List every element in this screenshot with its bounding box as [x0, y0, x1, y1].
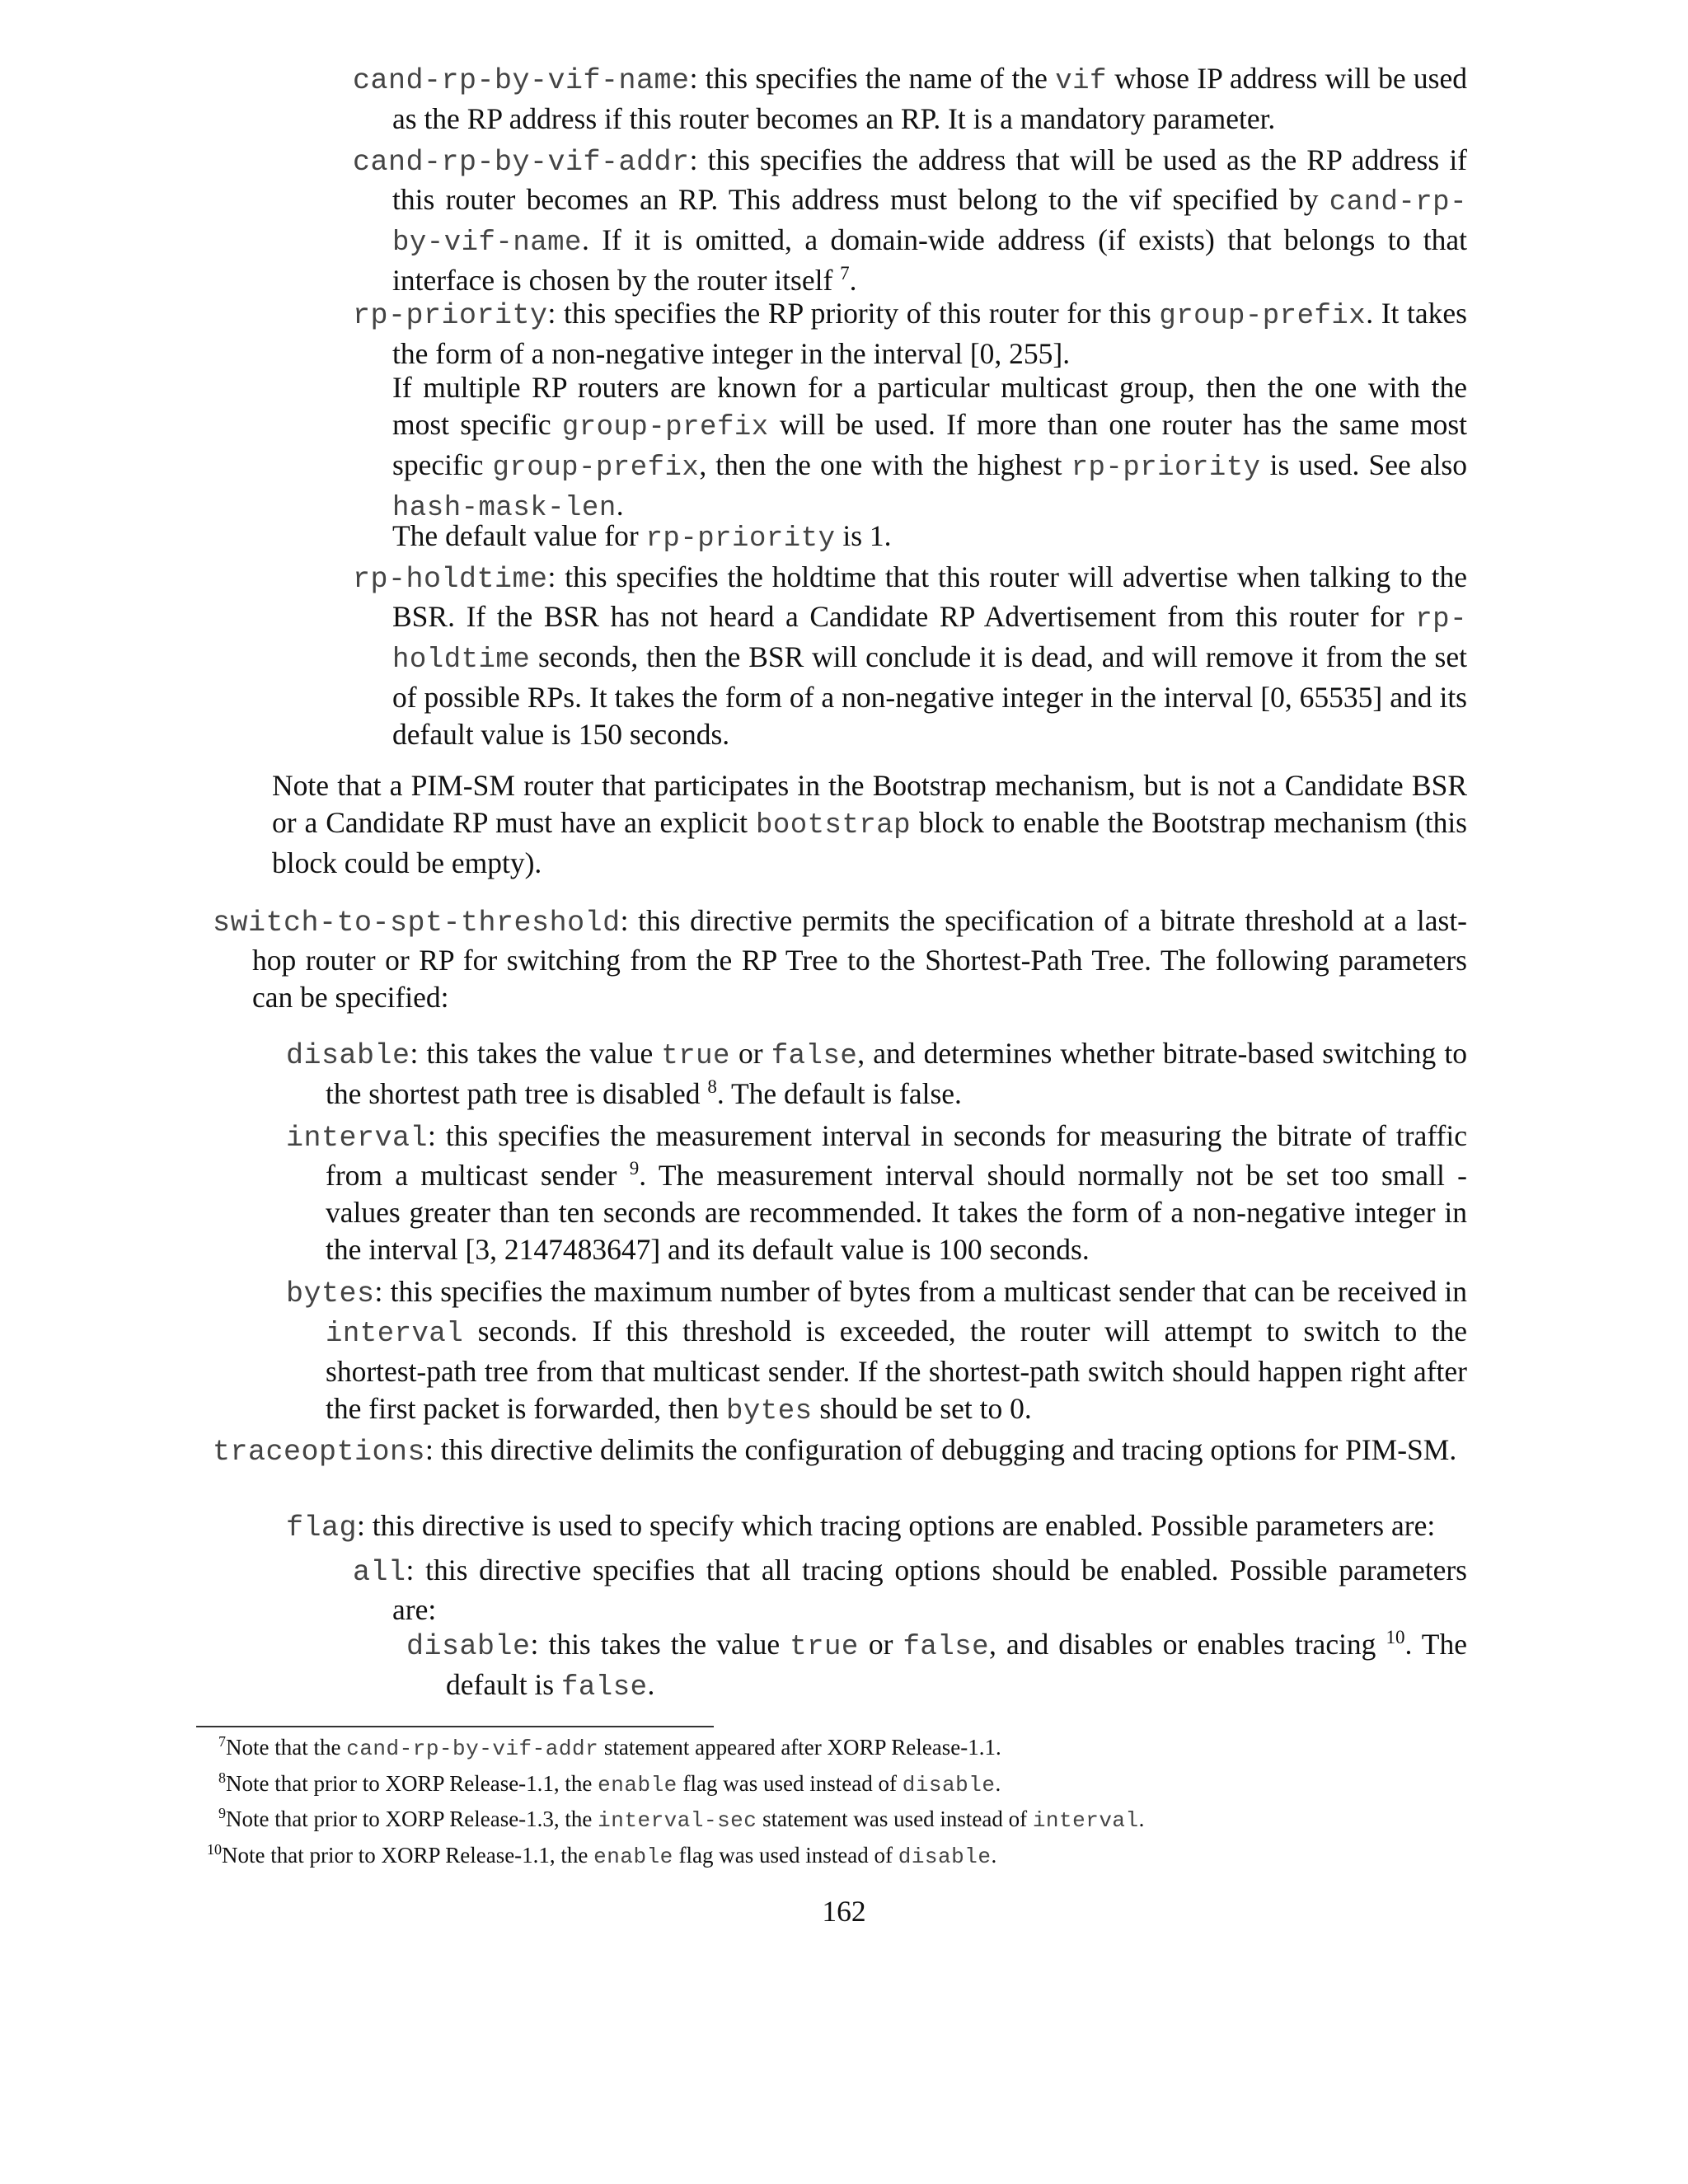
item-all: all: this directive specifies that all tracing options should be enabled. Possible parameters are: — [353, 1554, 1467, 1626]
term-all: all — [353, 1556, 406, 1589]
term-bytes: bytes — [286, 1277, 375, 1310]
rp-priority-default: The default value for rp-priority is 1. — [392, 519, 892, 555]
footnote-ref-7[interactable]: 7 — [840, 263, 850, 284]
footnote-9: $^9$Note that prior to XORP Release-1.3, the interval-sec statement was used instead of interval. — [218, 1805, 1145, 1833]
term-rp-holdtime: rp-holdtime — [353, 563, 548, 596]
footnote-ref-9[interactable]: 9 — [629, 1158, 640, 1179]
page-number: 162 — [822, 1895, 866, 1928]
term-interval: interval — [286, 1122, 429, 1155]
footnote-ref-8[interactable]: 8 — [707, 1076, 717, 1097]
term-traceoptions: traceoptions — [213, 1436, 426, 1469]
term-switch-to-spt-threshold: switch-to-spt-threshold — [213, 907, 621, 940]
term-disable: disable — [286, 1039, 410, 1072]
term-rp-priority: rp-priority — [353, 299, 548, 332]
item-bytes: bytes: this specifies the maximum number of bytes from a multicast sender that can be received in interval seconds. If this threshold is exceeded, the router will attempt to switch to the shortest-path tree from that multicast sender. If the shortest-path switch should happen right after the first packet is forwarded, then bytes should be set to 0. — [286, 1275, 1467, 1427]
footnote-8: $^8$Note that prior to XORP Release-1.1, the enable flag was used instead of disable. — [218, 1769, 1001, 1797]
item-rp-holdtime: rp-holdtime: this specifies the holdtime that this router will advertise when talking to the BSR. If the BSR has not heard a Candidate RP Advertisement from this router for rp-holdtime seconds, then the BSR will conclude it is dead, and will remove it from the set of possible RPs. It takes the form of a non-negative integer in the interval [0, 65535] and its default value is 150 seconds. — [353, 560, 1467, 751]
item-trace-disable: disable: this takes the value true or false, and disables or enables tracing $^{10}$. The default is false. — [406, 1627, 1467, 1704]
term-cand-rp-by-vif-addr: cand-rp-by-vif-addr — [353, 146, 690, 179]
item-traceoptions: traceoptions: this directive delimits the configuration of debugging and tracing options for PIM-SM. — [213, 1433, 1457, 1469]
footnote-7: $^7$Note that the cand-rp-by-vif-addr statement appeared after XORP Release-1.1. — [218, 1733, 1001, 1761]
item-flag: flag: this directive is used to specify which tracing options are enabled. Possible parameters are: — [286, 1509, 1436, 1544]
term-flag: flag — [286, 1511, 358, 1544]
item-disable: disable: this takes the value true or false, and determines whether bitrate-based switching to the shortest path tree is disabled $^8$. The default is false. — [286, 1037, 1468, 1110]
footnote-ref-10[interactable]: 10 — [1386, 1627, 1405, 1647]
rp-priority-paragraph-2: If multiple RP routers are known for a particular multicast group, then the one with the most specific group-prefix will be used. If more than one router has the same most specific group-prefix, then the one with the highest rp-priority is used. See also hash-mask-len. — [392, 371, 1467, 524]
item-cand-rp-by-vif-name: cand-rp-by-vif-name: this specifies the name of the vif whose IP address will be used as the RP address if this router becomes an RP. It is a mandatory parameter. — [353, 62, 1467, 135]
bootstrap-note: Note that a PIM-SM router that participates in the Bootstrap mechanism, but is not a Candidate BSR or a Candidate RP must have an explicit bootstrap block to enable the Bootstrap mechanism (this block could be empty). — [272, 769, 1467, 879]
footnote-10: $^{10}$Note that prior to XORP Release-1.1, the enable flag was used instead of disable. — [207, 1841, 997, 1869]
footnote-divider — [196, 1726, 714, 1727]
item-switch-to-spt-threshold: switch-to-spt-threshold: this directive permits the specification of a bitrate threshold at a last-hop router or RP for switching from the RP Tree to the Shortest-Path Tree. The following parameters can be specified: — [213, 904, 1467, 1014]
item-cand-rp-by-vif-addr: cand-rp-by-vif-addr: this specifies the address that will be used as the RP address if this router becomes an RP. This address must belong to the vif specified by cand-rp-by-vif-name. If it is omitted, a domain-wide address (if exists) that belongs to that interface is chosen by the router itself $^7$. — [353, 143, 1467, 297]
item-interval: interval: this specifies the measurement interval in seconds for measuring the bitrate of traffic from a multicast sender $^9$. The measurement interval should normally not be set too small - values greater than ten seconds are recommended. It takes the form of a non-negative integer in the interval [3, 2147483647] and its default value is 100 seconds. — [286, 1119, 1467, 1266]
term-trace-disable: disable — [406, 1630, 531, 1663]
term-cand-rp-by-vif-name: cand-rp-by-vif-name — [353, 64, 690, 97]
item-rp-priority: rp-priority: this specifies the RP priority of this router for this group-prefix. It takes the form of a non-negative integer in the interval [0, 255]. — [353, 297, 1467, 370]
